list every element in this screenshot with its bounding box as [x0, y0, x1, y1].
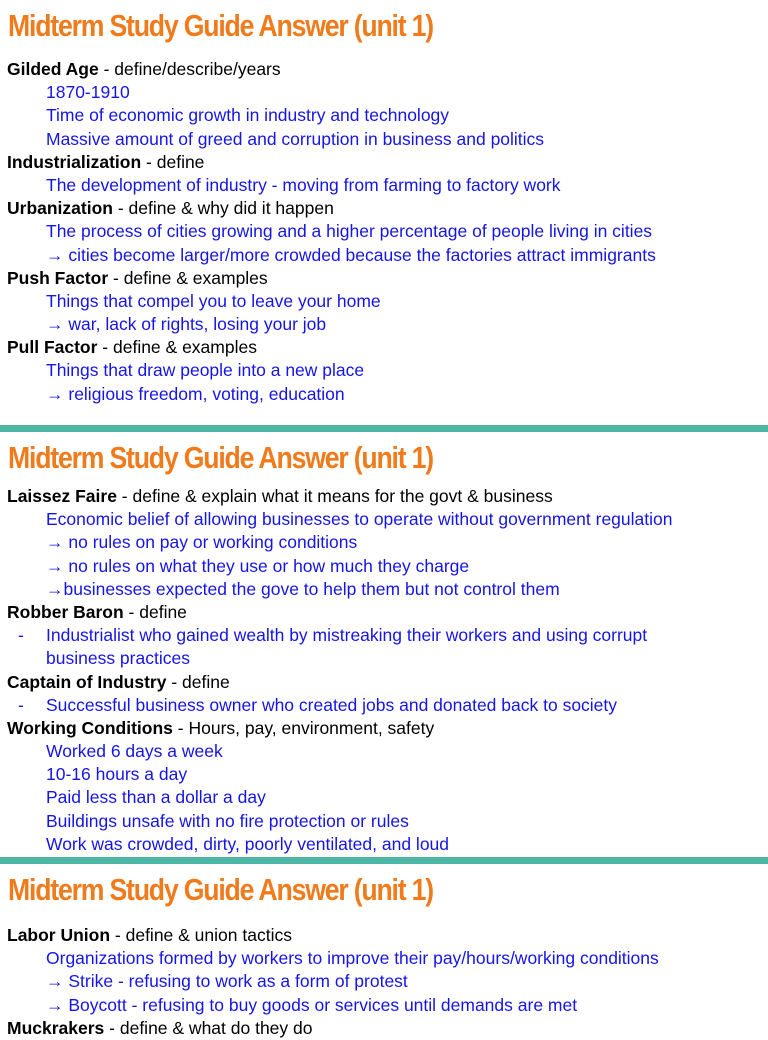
term-label: Pull Factor: [7, 337, 98, 358]
slide-2: [0, 432, 768, 857]
answer-bullet-line: [0, 694, 768, 717]
answer-line: →businesses expected the gove to help them but not control them: [46, 578, 560, 599]
term-prompt: - define: [123, 601, 187, 622]
term-heading: [0, 151, 768, 174]
answer-line: Economic belief of allowing businesses to operate without government regulation: [46, 509, 673, 530]
term-heading: [0, 1017, 768, 1040]
slide-content: [0, 485, 768, 856]
slide-3: [0, 864, 768, 1038]
bullet-dash: -: [18, 625, 24, 646]
answer-text: Industrialist who gained wealth by mistreaking their workers and using corrupt: [46, 625, 648, 646]
term-label: Urbanization: [7, 198, 113, 219]
term-label: Labor Union: [7, 925, 111, 945]
answer-line: Buildings unsafe with no fire protection or rules: [46, 810, 409, 831]
answer-line: The development of industry - moving from farming to factory work: [46, 174, 561, 195]
term-prompt: - Hours, pay, environment, safety: [172, 717, 435, 738]
answer-text: Successful business owner who created jobs and donated back to society: [46, 694, 618, 715]
term-heading: [0, 197, 768, 220]
slide-content: [0, 924, 768, 1040]
term-heading: [0, 58, 768, 81]
term-heading: [0, 267, 768, 290]
answer-line: Work was crowded, dirty, poorly ventilated, and loud: [46, 833, 450, 854]
slide-1: [0, 0, 768, 425]
slide-content: [0, 58, 768, 406]
term-prompt: - define: [141, 151, 205, 172]
slide-divider: [0, 857, 768, 864]
term-prompt: - define & examples: [97, 337, 257, 358]
bullet-dash: -: [18, 694, 24, 715]
term-prompt: - define: [166, 671, 230, 692]
term-prompt: - define & why did it happen: [112, 198, 334, 219]
term-prompt: - define & what do they do: [104, 1017, 313, 1038]
term-prompt: - define/describe/years: [98, 59, 281, 79]
term-heading: [0, 717, 768, 740]
answer-line: → war, lack of rights, losing your job: [46, 314, 327, 335]
term-heading: [0, 336, 768, 359]
answer-line: 1870-1910: [46, 82, 130, 103]
answer-line: The process of cities growing and a higher percentage of people living in cities: [46, 221, 653, 242]
term-label: Laissez Faire: [7, 486, 117, 506]
answer-line: business practices: [46, 648, 190, 669]
term-label: Working Conditions: [7, 717, 173, 738]
term-heading: [0, 924, 768, 947]
term-heading: [0, 601, 768, 624]
answer-line: 10-16 hours a day: [46, 764, 188, 785]
answer-line: → no rules on what they use or how much they charge: [46, 555, 470, 576]
answer-line: → no rules on pay or working conditions: [46, 532, 358, 553]
slide-title: Midterm Study Guide Answer (unit 1): [8, 440, 433, 475]
slide-title: Midterm Study Guide Answer (unit 1): [8, 872, 433, 907]
answer-line: → Boycott - refusing to buy goods or services until demands are met: [46, 994, 578, 1015]
answer-line: → cities become larger/more crowded because the factories attract immigrants: [46, 244, 656, 265]
term-label: Push Factor: [7, 267, 109, 288]
answer-line: Paid less than a dollar a day: [46, 787, 266, 808]
term-prompt: - define & explain what it means for the govt & business: [116, 486, 553, 506]
term-prompt: - define & union tactics: [110, 925, 292, 945]
answer-bullet-line: [0, 624, 768, 647]
term-label: Gilded Age: [7, 59, 99, 79]
answer-line: → Strike - refusing to work as a form of protest: [46, 971, 408, 992]
term-label: Captain of Industry: [7, 671, 167, 692]
term-label: Industrialization: [7, 151, 142, 172]
term-label: Robber Baron: [7, 601, 124, 622]
answer-line: Things that draw people into a new place: [46, 360, 365, 381]
term-heading: [0, 485, 768, 508]
term-heading: [0, 671, 768, 694]
answer-line: Time of economic growth in industry and technology: [46, 105, 450, 126]
answer-line: Massive amount of greed and corruption in business and politics: [46, 128, 545, 149]
term-label: Muckrakers: [7, 1017, 105, 1038]
answer-line: Organizations formed by workers to improve their pay/hours/working conditions: [46, 948, 659, 969]
slide-title: Midterm Study Guide Answer (unit 1): [8, 8, 433, 43]
slide-divider: [0, 425, 768, 432]
answer-line: Things that compel you to leave your home: [46, 290, 381, 311]
term-prompt: - define & examples: [108, 267, 268, 288]
answer-line: Worked 6 days a week: [46, 741, 223, 762]
answer-line: → religious freedom, voting, education: [46, 383, 345, 404]
